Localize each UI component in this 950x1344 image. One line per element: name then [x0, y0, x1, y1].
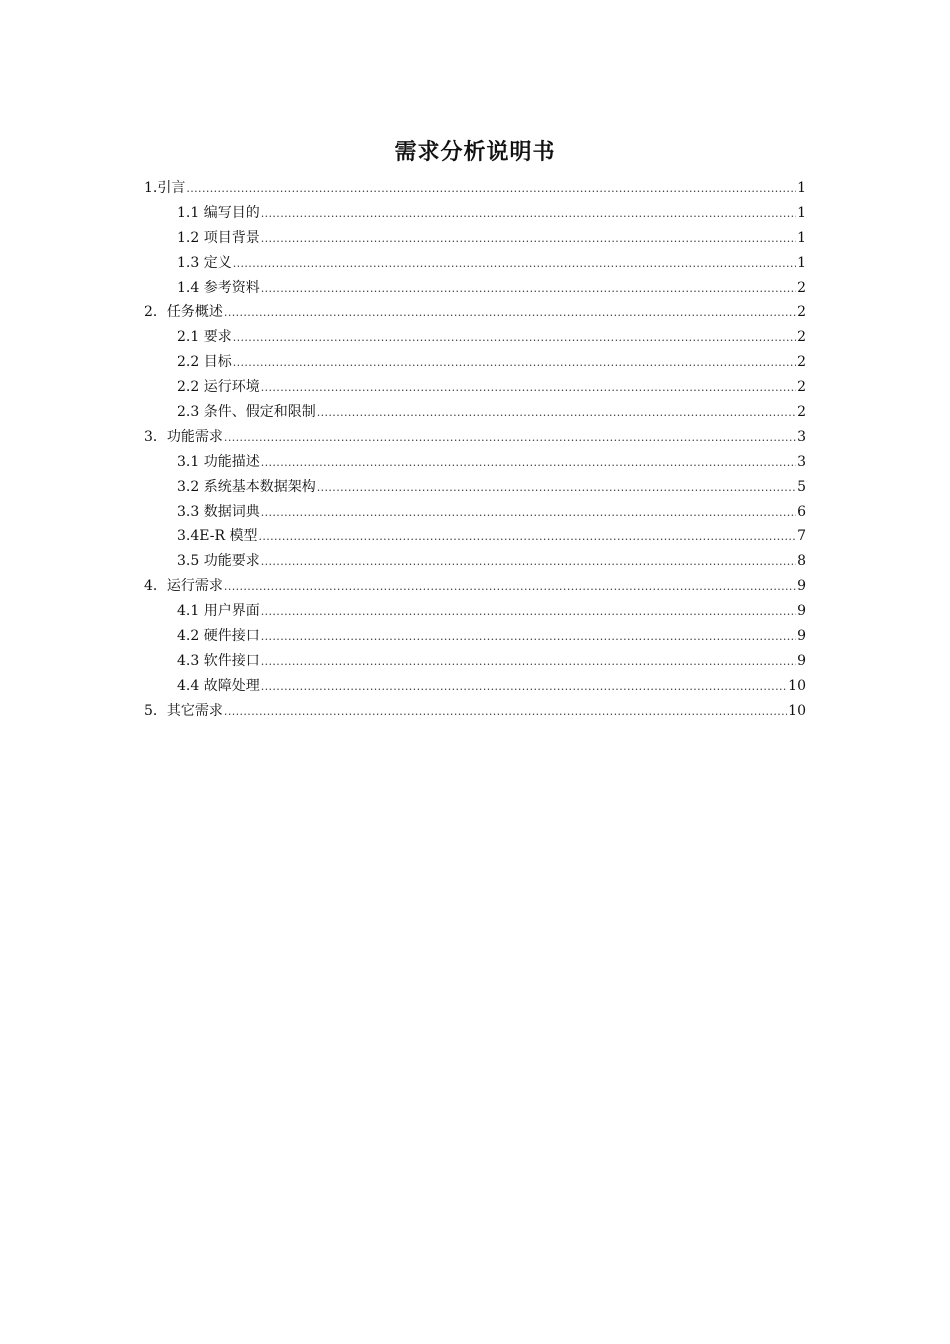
toc-dot-leader: [261, 376, 796, 401]
toc-entry-page: 9: [797, 603, 806, 620]
toc-entry-text: 2.1 要求: [177, 329, 232, 346]
toc-entry-text: 2.2 目标: [177, 354, 232, 371]
toc-entry[interactable]: [144, 251, 806, 276]
toc-entry-text: 3.2 系统基本数据架构: [177, 478, 316, 495]
toc-entry[interactable]: [144, 226, 806, 251]
toc-entry-text: 3.5 功能要求: [177, 553, 260, 570]
toc-dot-leader: [317, 476, 796, 501]
toc-dot-leader: [261, 600, 796, 625]
toc-entry-page: 2: [797, 279, 806, 296]
toc-entry-page: 5: [797, 478, 806, 495]
toc-dot-leader: [224, 301, 796, 326]
toc-entry-text: 3．功能需求: [144, 428, 223, 445]
toc-entry[interactable]: [144, 599, 806, 624]
toc-entry-page: 1: [797, 254, 806, 271]
toc-entry[interactable]: [144, 276, 806, 301]
toc-entry[interactable]: [144, 300, 806, 325]
toc-entry[interactable]: [144, 475, 806, 500]
toc-entry-text: 2．任务概述: [144, 304, 223, 321]
toc-entry-text: 4.3 软件接口: [177, 652, 260, 669]
toc-entry-page: 9: [797, 628, 806, 645]
toc-entry-text: 4．运行需求: [144, 578, 223, 595]
toc-dot-leader: [186, 177, 796, 202]
toc-dot-leader: [261, 277, 796, 302]
toc-entry-text: 3.3 数据词典: [177, 503, 260, 520]
toc-dot-leader: [261, 227, 796, 252]
toc-entry-page: 2: [797, 329, 806, 346]
toc-entry[interactable]: [144, 400, 806, 425]
toc-entry-text: 2.2 运行环境: [177, 379, 260, 396]
toc-dot-leader: [261, 202, 796, 227]
toc-entry-text: 1.4 参考资料: [177, 279, 260, 296]
toc-dot-leader: [261, 550, 796, 575]
toc-entry-page: 3: [797, 428, 806, 445]
toc-entry-text: 3.1 功能描述: [177, 453, 260, 470]
toc-entry-text: 1.引言: [144, 180, 186, 196]
toc-entry[interactable]: [144, 500, 806, 525]
toc-dot-leader: [261, 625, 796, 650]
toc-entry-page: 3: [797, 453, 806, 470]
toc-entry-page: 8: [797, 553, 806, 570]
toc-entry-text: 1.1 编写目的: [177, 204, 260, 221]
toc-entry-page: 10: [788, 702, 806, 719]
toc-entry[interactable]: [144, 375, 806, 400]
toc-entry[interactable]: [144, 425, 806, 450]
toc-entry[interactable]: [144, 350, 806, 375]
toc-entry-text: 5．其它需求: [144, 702, 223, 719]
toc-dot-leader: [261, 451, 796, 476]
toc-dot-leader: [233, 326, 796, 351]
toc-entry[interactable]: [144, 176, 806, 201]
toc-entry-text: 4.2 硬件接口: [177, 628, 260, 645]
toc-entry-text: 4.4 故障处理: [177, 677, 260, 694]
toc-entry[interactable]: [144, 574, 806, 599]
toc-entry-page: 2: [797, 379, 806, 396]
toc-dot-leader: [233, 252, 796, 277]
toc-entry-page: 6: [797, 503, 806, 520]
toc-entry-text: 1.2 项目背景: [177, 229, 260, 246]
toc-dot-leader: [317, 401, 796, 426]
toc-entry[interactable]: [144, 699, 806, 724]
toc-entry[interactable]: [144, 524, 806, 549]
toc-entry-page: 2: [797, 304, 806, 321]
toc-entry-page: 9: [797, 652, 806, 669]
toc-entry-text: 2.3 条件、假定和限制: [177, 404, 316, 421]
toc-dot-leader: [224, 575, 796, 600]
toc-dot-leader: [233, 351, 796, 376]
toc-entry[interactable]: [144, 201, 806, 226]
toc-entry-page: 2: [797, 354, 806, 371]
toc-entry-page: 2: [797, 404, 806, 421]
toc-entry[interactable]: [144, 649, 806, 674]
toc-dot-leader: [261, 675, 787, 700]
toc-entry-page: 9: [797, 578, 806, 595]
toc-entry[interactable]: [144, 549, 806, 574]
toc-dot-leader: [224, 700, 787, 725]
toc-entry[interactable]: [144, 624, 806, 649]
toc-entry-page: 1: [797, 229, 806, 246]
toc-dot-leader: [224, 426, 796, 451]
toc-dot-leader: [258, 525, 796, 550]
toc-entry-page: 1: [797, 180, 806, 196]
toc-dot-leader: [261, 501, 796, 526]
toc-entry-text: 1.3 定义: [177, 254, 232, 271]
document-title: 需求分析说明书: [394, 140, 556, 165]
toc-entry-page: 10: [788, 677, 806, 694]
toc-entry[interactable]: [144, 325, 806, 350]
toc-entry[interactable]: [144, 450, 806, 475]
toc-entry-page: 1: [797, 204, 806, 221]
toc-dot-leader: [261, 650, 796, 675]
toc-entry-text: 4.1 用户界面: [177, 603, 260, 620]
toc-entry-text: 3.4E-R 模型: [177, 528, 258, 545]
table-of-contents: [144, 176, 806, 724]
toc-entry[interactable]: [144, 674, 806, 699]
toc-entry-page: 7: [797, 528, 806, 545]
